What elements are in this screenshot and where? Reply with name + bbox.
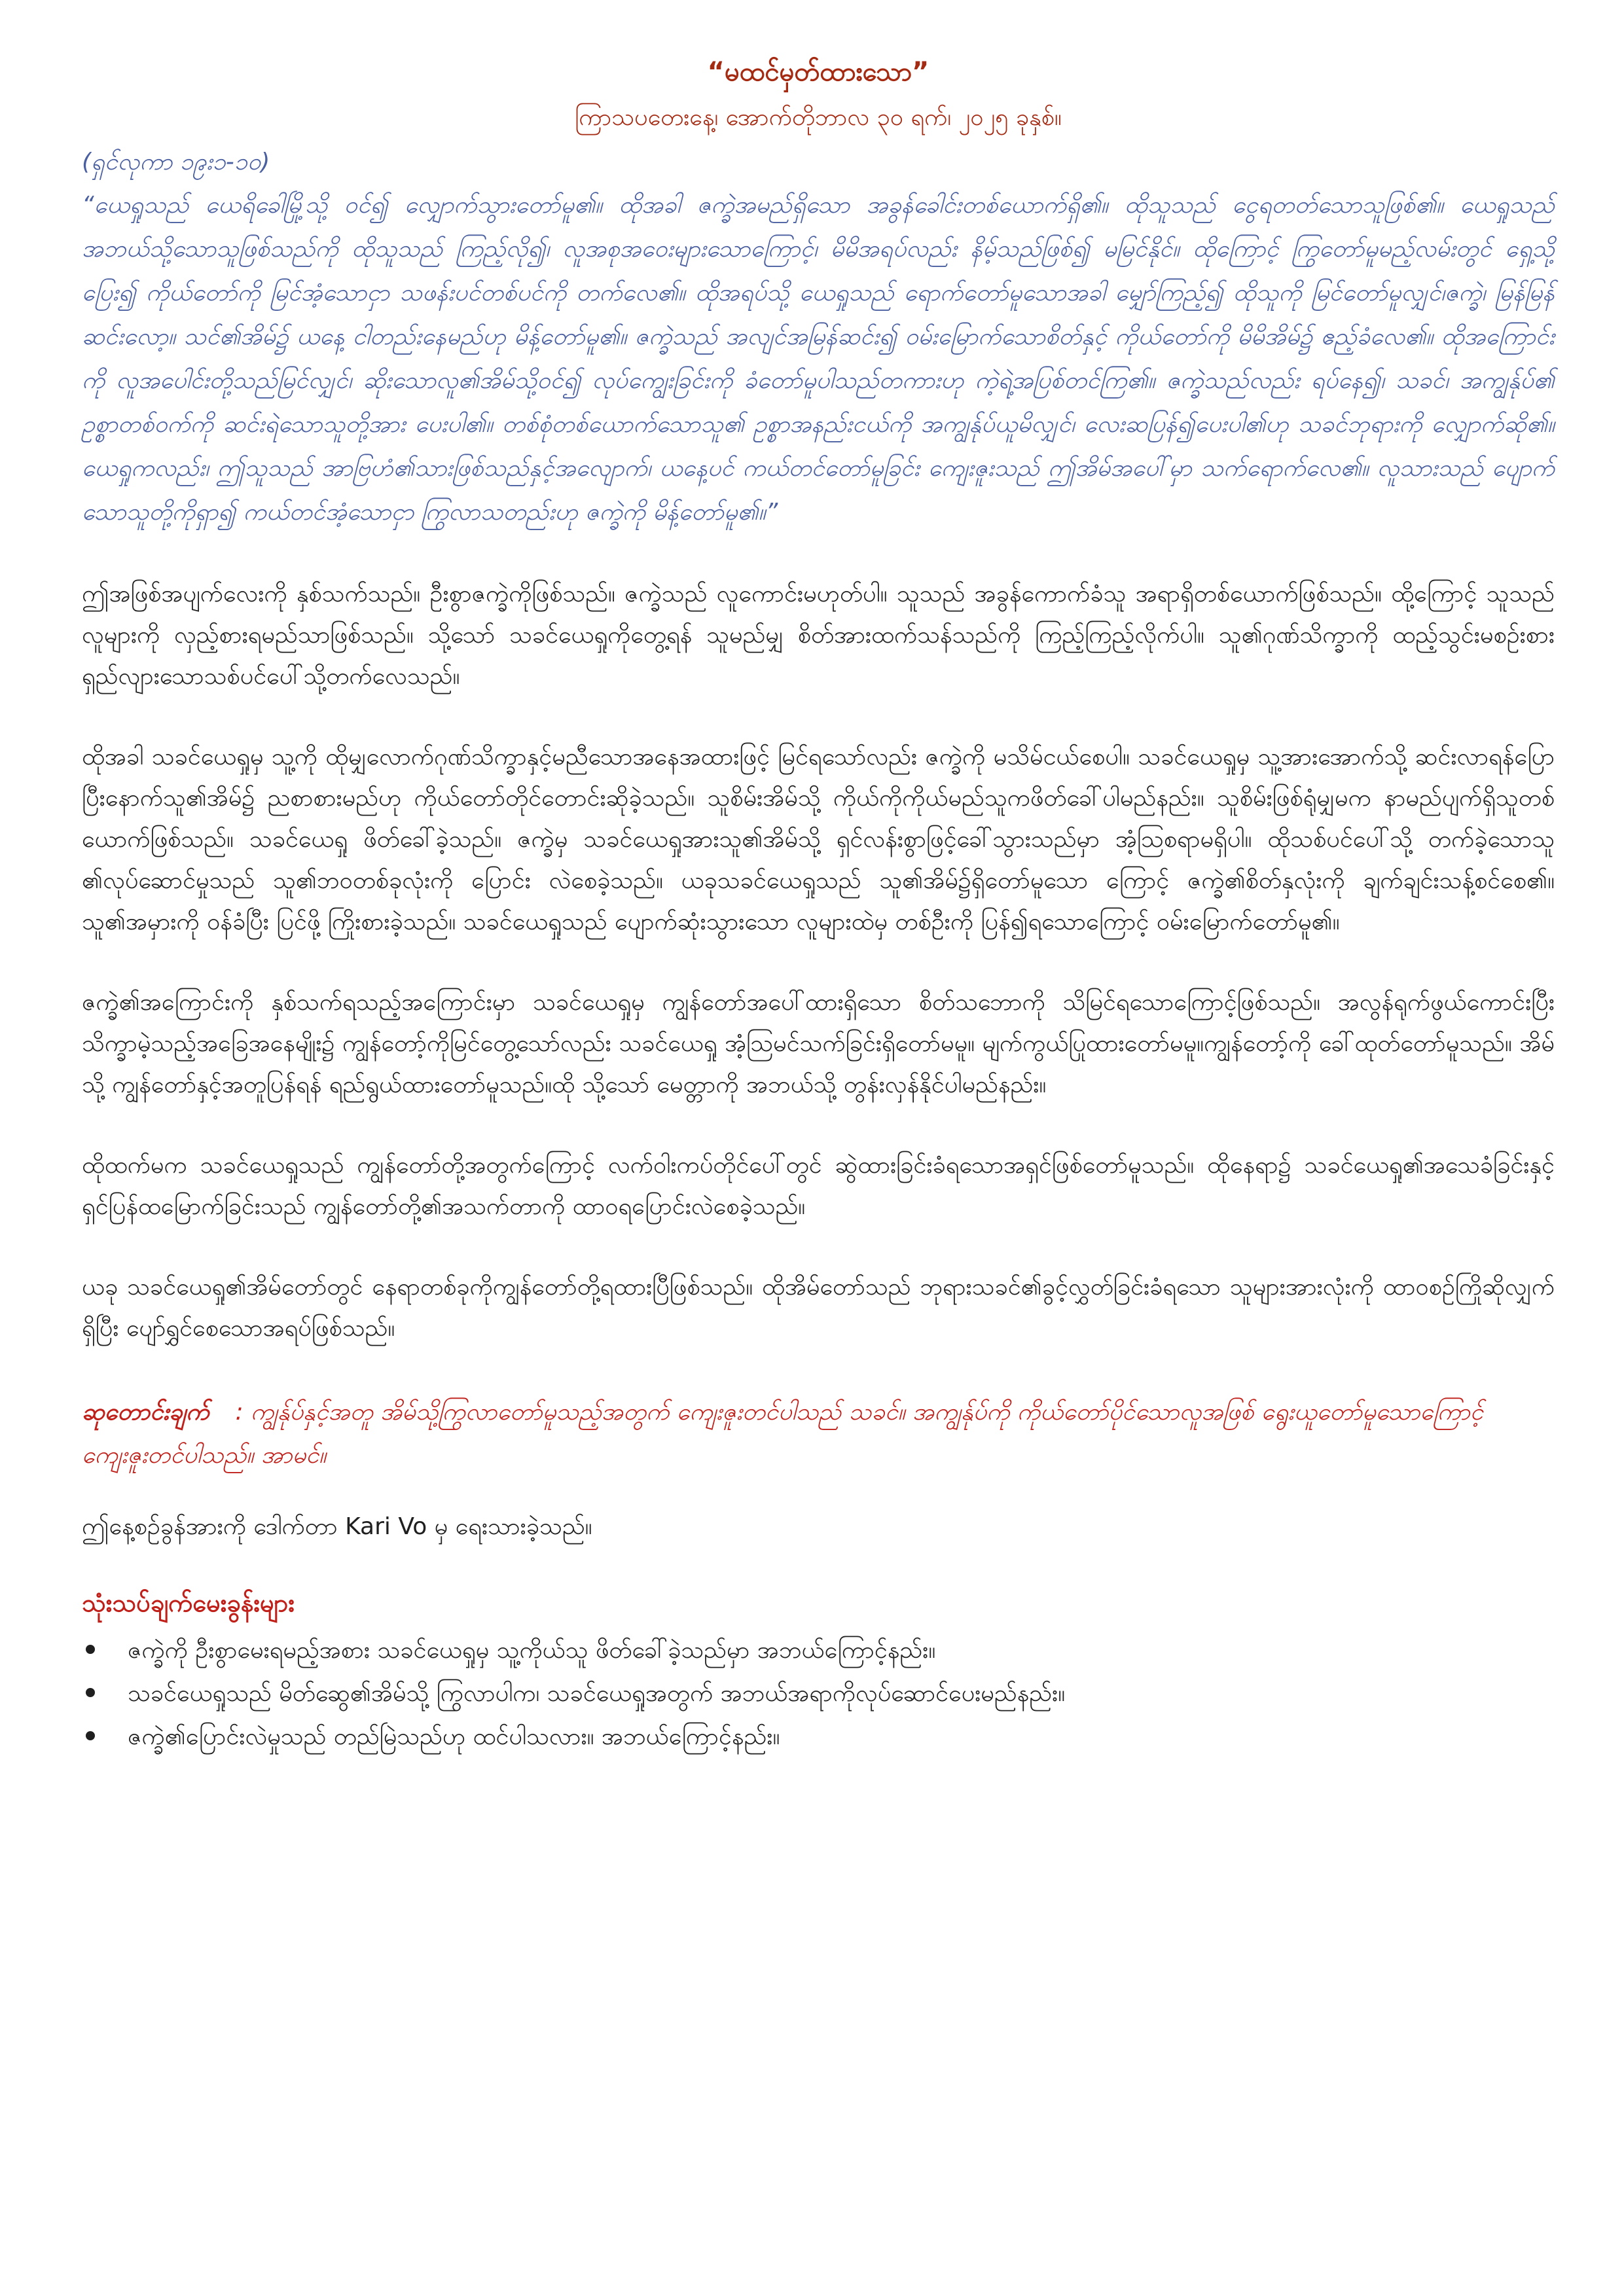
body-paragraph: ယခု သခင်ယေရှု၏အိမ်တော်တွင် နေရာတစ်ခုကိုကျွန်တော်တို့ရထားပြီဖြစ်သည်။ ထိုအိမ်တော်သည် ဘုရားသခင်၏ခွင့်လွှတ်ခြင်းခံရသော သူများအားလုံးကို ထာဝစဉ်ကြိုဆိုလျှက်ရှိပြီး ပျော်ရွှင်စေသောအရပ်ဖြစ်သည်။ — [82, 1274, 1555, 1342]
scripture-text: “ယေရှုသည် ယေရိခေါမြို့သို့ ဝင်၍ လျှောက်သွားတော်မူ၏။ ထိုအခါ ဇက္ခဲအမည်ရှိသော အခွန်ခေါင်းတစ်ယောက်ရှိ၏။ ထိုသူသည် ငွေရတတ်သောသူဖြစ်၏။ ယေရှုသည် အဘယ်သို့သောသူဖြစ်သည်ကို ထိုသူသည် ကြည့်လို၍၊ လူအစုအဝေးများသောကြောင့်၊ မိမိအရပ်လည်း နိမ့်သည်ဖြစ်၍ မမြင်နိုင်။ ထိုကြောင့် ကြွတော်မူမည့်လမ်းတွင် ရှေ့သို့ပြေး၍ ကိုယ်တော်ကို မြင်အံ့သောငှာ သဖန်းပင်တစ်ပင်ကို တက်လေ၏။ ထိုအရပ်သို့ ယေရှုသည် ရောက်တော်မူသောအခါ မျှော်ကြည့်၍ ထိုသူကို မြင်တော်မူလျှင်၊ဇက္ခဲ၊ မြန်မြန်ဆင်းလော့။ သင်၏အိမ်၌ ယနေ့ ငါတည်းနေမည်ဟု မိန့်တော်မူ၏။ ဇက္ခဲသည် အလျင်အမြန်ဆင်း၍ ဝမ်းမြောက်သောစိတ်နှင့် ကိုယ်တော်ကို မိမိအိမ်၌ ဧည့်ခံလေ၏။ ထိုအကြောင်းကို လူအပေါင်းတို့သည်မြင်လျှင်၊ ဆိုးသောလူ၏အိမ်သို့ဝင်၍ လုပ်ကျွေးခြင်းကို ခံတော်မူပါသည်တကားဟု ကဲ့ရဲ့အပြစ်တင်ကြ၏။ ဇက္ခဲသည်လည်း ရပ်နေ၍၊ သခင်၊ အကျွန်ုပ်၏ ဥစ္စာတစ်ဝက်ကို ဆင်းရဲသောသူတို့အား ပေးပါ၏။ တစ်စုံတစ်ယောက်သောသူ၏ ဥစ္စာအနည်းငယ်ကို အကျွန်ုပ်ယူမိလျှင်၊ လေးဆပြန်၍ပေးပါ၏ဟု သခင်ဘုရားကို လျှောက်ဆို၏။ ယေရှုကလည်း၊ ဤသူသည် အာဗြဟံ၏သားဖြစ်သည်နှင့်အလျောက်၊ ယနေ့ပင် ကယ်တင်တော်မူခြင်း ကျေးဇူးသည် ဤအိမ်အပေါ်မှာ သက်ရောက်လေ၏။ လူသားသည် ပျောက်သောသူတို့ကိုရှာ၍ ကယ်တင်အံ့သောငှာ ကြွလာသတည်းဟု ဇက္ခဲကို မိန့်တော်မူ၏။” — [82, 192, 1555, 526]
scripture-reference: (ရှင်လုကာ ၁၉း၁-၁၀) — [82, 149, 270, 175]
scripture-block — [82, 144, 1555, 534]
prayer-label: ဆုတောင်းချက် — [82, 1399, 209, 1426]
body-paragraph: ဇက္ခဲ၏အကြောင်းကို နှစ်သက်ရသည့်အကြောင်းမှာ သခင်ယေရှုမှ ကျွန်တော်အပေါ်ထားရှိသော စိတ်သဘောကို သိမြင်ရသောကြောင့်ဖြစ်သည်။ အလွန်ရုက်ဖွယ်ကောင်းပြီး သိက္ခာမဲ့သည့်အခြေအနေမျိုး၌ ကျွန်တော့်ကိုမြင်တွေ့သော်လည်း သခင်ယေရှု အံ့ဩမင်သက်ခြင်းရှိတော်မမူ။ မျက်ကွယ်ပြုထားတော်မမူ။ကျွန်တော့်ကို ခေါ်ထုတ်တော်မူသည်။ အိမ်သို့ ကျွန်တော်နှင့်အတူပြန်ရန် ရည်ရွယ်ထားတော်မူသည်။ထို သို့သော် မေတ္တာကို အဘယ်သို့ တွန်းလှန်နိုင်ပါမည်နည်း။ — [82, 989, 1555, 1098]
body-paragraph: ထိုထက်မက သခင်ယေရှုသည် ကျွန်တော်တို့အတွက်ကြောင့် လက်ဝါးကပ်တိုင်ပေါ်တွင် ဆွဲထားခြင်းခံရသောအရှင်ဖြစ်တော်မူသည်။ ထိုနေရာ၌ သခင်ယေရှု၏အသေခံခြင်းနှင့် ရှင်ပြန်ထမြောက်ခြင်းသည် ကျွန်တော်တို့၏အသက်တာကို ထာဝရပြောင်းလဲစေခဲ့သည်။ — [82, 1152, 1555, 1220]
questions-list — [82, 1629, 1555, 1759]
body-paragraph: ဤအဖြစ်အပျက်လေးကို နှစ်သက်သည်။ ဦးစွာဇက္ခဲကိုဖြစ်သည်။ ဇက္ခဲသည် လူကောင်းမဟုတ်ပါ။ သူသည် အခွန်ကောက်ခံသူ အရာရှိတစ်ယောက်ဖြစ်သည်။ ထို့ကြောင့် သူသည်လူများကို လှည့်စားရမည်သာဖြစ်သည်။ သို့သော် သခင်ယေရှုကိုတွေ့ရန် သူမည်မျှ စိတ်အားထက်သန်သည်ကို ကြည့်ကြည့်လိုက်ပါ။ သူ၏ဂုဏ်သိက္ခာကို ထည့်သွင်းမစဉ်းစား ရှည်လျားသောသစ်ပင်ပေါ်သို့တက်လေသည်။ — [82, 581, 1555, 690]
devotional-page — [82, 52, 1555, 1759]
question-text: သခင်ယေရှုသည် မိတ်ဆွေ၏အိမ်သို့ ကြွလာပါက၊ သခင်ယေရှုအတွက် အဘယ်အရာကိုလုပ်ဆောင်ပေးမည်နည်း။ — [128, 1680, 1066, 1707]
list-item — [82, 1629, 1555, 1672]
questions-heading: သုံးသပ်ချက်မေးခွန်းများ — [82, 1588, 295, 1617]
author-line: ဤနေ့စဉ်ခွန်အားကို ဒေါက်တာ Kari Vo မှ ရေးသားခဲ့သည်။ — [82, 1513, 592, 1540]
bullet-icon — [86, 1645, 95, 1654]
question-text: ဇက္ခဲ၏ပြောင်းလဲမှုသည် တည်မြဲသည်ဟု ထင်ပါသလား။ အဘယ်ကြောင့်နည်း။ — [128, 1723, 780, 1750]
question-text: ဇက္ခဲကို ဦးစွာမေးရမည့်အစား သခင်ယေရှုမှ သူ့ကိုယ်သူ ဖိတ်ခေါ်ခဲ့သည်မှာ အဘယ်ကြောင့်နည်း။ — [128, 1637, 936, 1664]
bullet-icon — [86, 1731, 95, 1740]
body-paragraph: ထိုအခါ သခင်ယေရှုမှ သူ့ကို ထိုမျှလောက်ဂုဏ်သိက္ခာနှင့်မညီသောအနေအထားဖြင့် မြင်ရသော်လည်း ဇက္ခဲကို မသိမ်ငယ်စေပါ။ သခင်ယေရှုမှ သူ့အားအောက်သို့ ဆင်းလာရန်ပြောပြီးနောက်သူ၏အိမ်၌ ညစာစားမည်ဟု ကိုယ်တော်တိုင်တောင်းဆိုခဲ့သည်။ သူစိမ်းအိမ်သို့ ကိုယ်ကိုကိုယ်မည်သူကဖိတ်ခေါ်ပါမည်နည်း။ သူစိမ်းဖြစ်ရုံမျှမက နာမည်ပျက်ရှိသူတစ်ယောက်ဖြစ်သည်။ သခင်ယေရှု ဖိတ်ခေါ်ခဲ့သည်။ ဇက္ခဲမှ သခင်ယေရှုအားသူ၏အိမ်သို့ ရှင်လန်းစွာဖြင့်ခေါ်သွားသည်မှာ အံ့ဩစရာမရှိပါ။ ထိုသစ်ပင်ပေါ်သို့ တက်ခဲ့သောသူ ၏လုပ်ဆောင်မှုသည် သူ၏ဘဝတစ်ခုလုံးကို ပြောင်း လဲစေခဲ့သည်။ ယခုသခင်ယေရှုသည် သူ၏အိမ်၌ရှိတော်မူသော ကြောင့် ဇက္ခဲ၏စိတ်နှလုံးကို ချက်ချင်းသန့်စင်စေ၏။ သူ၏အမှားကို ဝန်ခံပြီး ပြင်ဖို့ ကြိုးစားခဲ့သည်။ သခင်ယေရှုသည် ပျောက်ဆုံးသွားသော လူများထဲမှ တစ်ဦးကို ပြန်၍ရသောကြောင့် ဝမ်းမြောက်တော်မူ၏။ — [82, 744, 1555, 935]
bullet-icon — [86, 1688, 95, 1697]
list-item — [82, 1715, 1555, 1759]
date-line: ကြာသပတေးနေ့၊ အောက်တိုဘာလ ၃၀ ရက်၊ ၂၀၂၅ ခုနှစ်။ — [575, 104, 1062, 131]
prayer — [82, 1391, 1555, 1477]
page-title: “မထင်မှတ်ထားသော” — [707, 57, 929, 87]
list-item — [82, 1672, 1555, 1715]
prayer-text: : ကျွန်ုပ်နှင့်အတူ အိမ်သို့ကြွလာတော်မူသည့်အတွက် ကျေးဇူးတင်ပါသည် သခင်။ အကျွန်ုပ်ကို ကိုယ်တော်ပိုင်သောလူအဖြစ် ရွေးယူတော်မူသောကြောင့်ကျေးဇူးတင်ပါသည်။ အာမင်။ — [82, 1399, 1483, 1469]
